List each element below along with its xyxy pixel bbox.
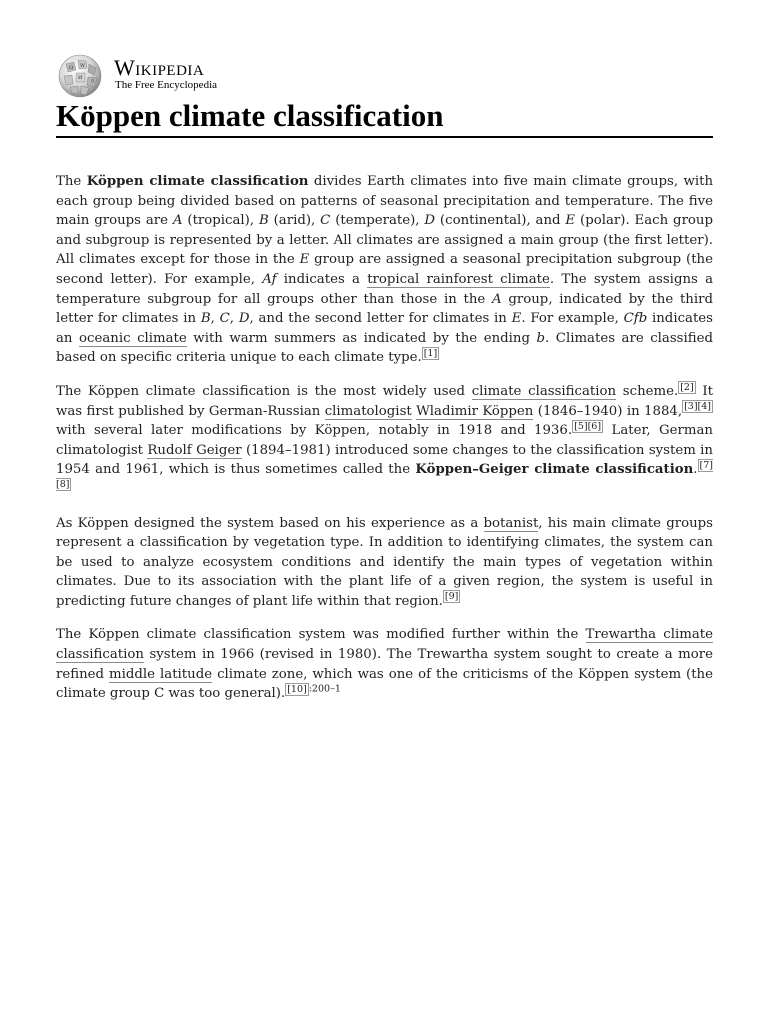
citation-ref-label[interactable]: [3][4]	[684, 401, 712, 413]
italic-term: D	[238, 311, 250, 327]
italic-term: D	[424, 213, 436, 229]
text-run: (polar). Each group and subgroup is represented by a letter. All climates are assigned a main group (the first letter). All climates except for those in the	[56, 213, 714, 268]
text-run: indicates an	[56, 311, 713, 346]
citation-ref[interactable]	[285, 683, 309, 696]
italic-term: C	[219, 311, 230, 327]
citation-ref-label[interactable]: [10]	[287, 683, 307, 695]
article-link[interactable]: middle latitude	[109, 666, 213, 682]
italic-term: Cfb	[623, 311, 648, 327]
citation-ref[interactable]	[422, 347, 439, 360]
citation-ref[interactable]	[682, 400, 713, 413]
article-link[interactable]: climatologist	[324, 403, 412, 419]
citation-ref[interactable]	[572, 420, 603, 433]
text-run: divides Earth climates into five main climate groups, with each group being divided based on patterns of seasonal precipitation and temperature. The five main groups are	[56, 174, 714, 229]
italic-term: E	[565, 213, 576, 229]
site-header	[56, 52, 716, 98]
citation-ref-label[interactable]: [1]	[423, 347, 438, 359]
article-body	[56, 172, 713, 718]
text-run: Later, German climatologist	[56, 423, 713, 458]
italic-term: B	[200, 311, 211, 327]
text-run: ,	[210, 311, 220, 327]
text-run: .	[693, 462, 698, 478]
text-run: (continental), and	[435, 213, 566, 229]
svg-text:Ω: Ω	[69, 65, 74, 71]
wikipedia-wordmark[interactable]: Wikipedia	[114, 55, 205, 80]
article-link[interactable]: Trewartha climate classification	[56, 627, 713, 663]
text-run: . The system assigns a temperature subgroup for all groups other than those in the	[56, 271, 714, 307]
text-run: group are assigned a seasonal precipitation subgroup (the second letter). For example,	[56, 252, 713, 287]
text-run: The Köppen climate classification is the most widely used	[56, 383, 472, 399]
text-run: It was first published by German-Russian	[56, 383, 714, 419]
text-run: . For example,	[521, 311, 624, 327]
paragraph-4	[56, 625, 713, 703]
text-run: with several later modifications by Köppen, notably in 1918 and 1936.	[56, 423, 573, 439]
text-run: (temperate),	[330, 213, 425, 229]
text-run: , his main climate groups represent a classification by vegetation type. In addition to identifying climates, the system can be used to analyze ecosystem conditions and identify the main types of vegetation within climates. Due to its association with the plant life of a given region, the system is useful in predicting future changes of plant life within that region.	[56, 515, 713, 609]
citation-page: :200–1	[308, 683, 341, 695]
article-link[interactable]: botanist	[483, 515, 539, 531]
text-run: scheme.	[616, 383, 679, 399]
page-title: Köppen climate classification	[56, 96, 713, 138]
italic-term: E	[511, 311, 522, 327]
paragraph-3	[56, 514, 713, 612]
text-run: (1894–1981) introduced some changes to the classification system in 1954 and 1961, which is thus sometimes called the	[56, 442, 713, 478]
text-run: ,	[229, 311, 239, 327]
article-link[interactable]: climate classification	[471, 383, 617, 399]
text-run: indicates a	[276, 271, 368, 287]
citation-ref-label[interactable]: [7][8]	[56, 459, 713, 491]
bold-term: Köppen climate classification	[86, 174, 309, 189]
citation-ref[interactable]	[678, 381, 695, 394]
svg-text:И: И	[78, 75, 83, 81]
italic-term: C	[320, 213, 331, 229]
italic-term: E	[299, 252, 310, 268]
citation-ref-label[interactable]: [2]	[680, 381, 694, 393]
citation-ref-label[interactable]: [9]	[444, 591, 459, 603]
article-link[interactable]: tropical rainforest climate	[367, 271, 550, 287]
text-run: system in 1966 (revised in 1980). The Trewartha system sought to create a more refined	[56, 647, 713, 682]
text-run: The	[56, 174, 87, 189]
text-run: with warm summers as indicated by the ending	[186, 330, 537, 346]
article-link[interactable]: oceanic climate	[79, 330, 187, 346]
italic-term: A	[492, 291, 502, 307]
text-run: As Köppen designed the system based on his experience as a	[56, 515, 484, 531]
article-link[interactable]: Wladimir Köppen	[416, 403, 534, 419]
italic-term: Af	[262, 271, 277, 287]
text-run: climate zone, which was one of the criticisms of the Köppen system (the climate group C was too general).	[56, 666, 713, 702]
article-link[interactable]: Rudolf Geiger	[147, 442, 242, 458]
italic-term: A	[172, 213, 183, 229]
text-run: (tropical),	[182, 213, 259, 229]
svg-text:W: W	[80, 63, 86, 69]
bold-term: Köppen–Geiger climate classification	[415, 462, 694, 478]
italic-term: b	[536, 330, 546, 346]
text-run: , and the second letter for climates in	[249, 311, 512, 327]
text-run: (arid),	[268, 213, 321, 229]
citation-ref[interactable]	[443, 590, 460, 603]
wikipedia-tagline: The Free Encyclopedia	[115, 79, 218, 91]
wikipedia-globe-icon[interactable]	[56, 54, 106, 98]
text-run: group, indicated by the third letter for climates in	[56, 291, 713, 327]
svg-text:ウ: ウ	[90, 79, 96, 85]
paragraph-1	[56, 172, 713, 368]
text-run: The Köppen climate classification system was modified further within the	[56, 627, 586, 643]
citation-ref-label[interactable]: [5][6]	[574, 420, 602, 432]
paragraph-2	[56, 382, 713, 500]
text-run: . Climates are classified based on specific criteria unique to each climate type.	[56, 330, 714, 366]
italic-term: B	[258, 213, 269, 229]
text-run: (1846–1940) in 1884,	[533, 403, 683, 419]
